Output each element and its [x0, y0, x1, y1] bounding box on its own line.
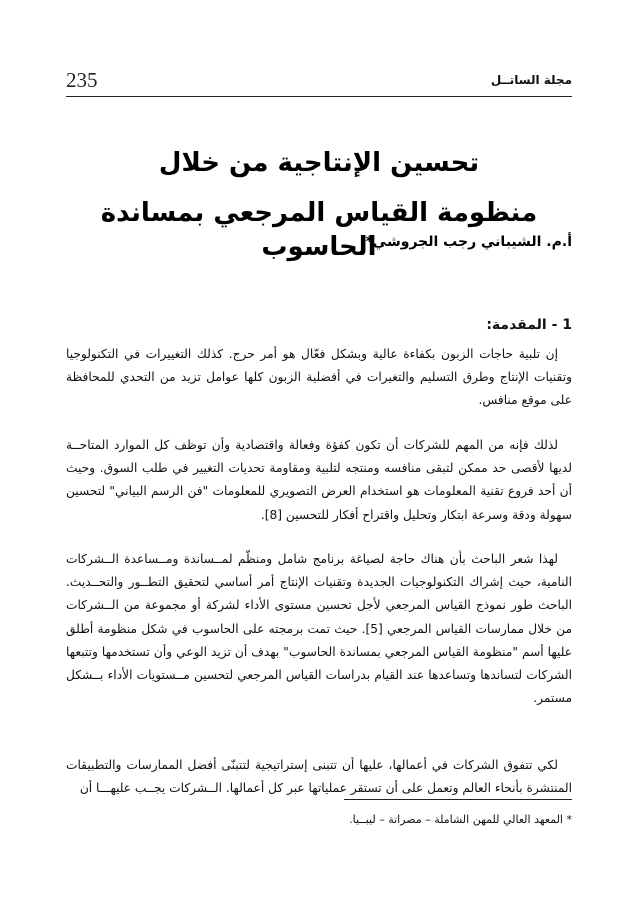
- paragraph-4-text: لكي تتفوق الشركات في أعمالها، عليها أن تتبنى إستراتيجية لتتبنّى أفضل الممارسات والتطبيقات المنتشرة بأنحاء العالم وتعمل على أن تستقر عملياتها عبر كل أعمالها. الــشركات يجــب عليهـــا أن: [66, 758, 572, 796]
- header-divider: [66, 96, 572, 97]
- paragraph-3-text: لهذا شعر الباحث بأن هناك حاجة لصياغة برنامج شامل ومنظّم لمــساندة ومــساعدة الــشركات النامية، حيث إشراك التكنولوجيات الجديدة وتقنيات الإنتاج أمر أساسي لتحقيق التطــور والتحــديث. الباحث طور نموذج القياس المرجعي لأجل تحسين مستوى الأداء لشركة أو مجموعة من الــشركات من خلال ممارسات القياس المرجعي [5]. حيث تمت برمجته على الحاسوب في شكل منظومة أطلق عليها أسم "منظومة القياس المرجعي بمساندة الحاسوب" بهدف أن تزيد الوعي وأن تستخدمها وتتبعها الشركات لتساندها وتساعدها عند القيام بدراسات القياس المرجعي لتحسين مــستويات الأداء بــشكل مستمر.: [66, 552, 572, 706]
- title-line-2: منظومة القياس المرجعي بمساندة الحاسوب: [100, 198, 538, 262]
- footnote: * المعهد العالي للمهن الشاملة – مصراتة – ليبــيا.: [349, 813, 572, 826]
- title-line-1: تحسين الإنتاجية من خلال: [158, 148, 480, 178]
- paragraph-2: [66, 434, 572, 527]
- paragraph-1: [66, 343, 572, 413]
- paragraph-2-text: لذلك فإنه من المهم للشركات أن تكون كفؤة وفعالة واقتصادية وأن توظف كل الموارد المتاحــة لديها لأقصى حد ممكن لتبقى منافسه ومنتجه لتلبية ومقاومة تحديات التغيير في طلب السوق. وحيث أن أحد فروع تقنية المعلومات هو استخدام العرض التصويري للمعلومات "فن الرسم البياني" لتحسين سهولة ودقة وسرعة ابتكار وتحليل واقتراح أفكار للتحسين [8].: [66, 438, 572, 522]
- page-number: 235: [66, 68, 98, 92]
- paragraph-3: [66, 548, 572, 710]
- footnote-divider: [344, 799, 572, 800]
- paragraph-1-text: إن تلبية حاجات الزبون بكفاءة عالية وبشكل فعّال هو أمر حرج. كذلك التغييرات في التكنولوجيا وتقنيات الإنتاج وطرق التسليم والتغيرات في أفضلية الزبون كلها عوامل تزيد من التحدي للمحافظة على موقع منافس.: [66, 347, 572, 408]
- author-name: أ.م. الشيباني رجب الجروشي*: [365, 234, 572, 250]
- section-heading: 1 - المقدمة:: [486, 317, 572, 333]
- journal-name: مجلة الساتــل: [490, 73, 572, 87]
- page-header: [66, 68, 572, 94]
- paragraph-4: [66, 754, 572, 800]
